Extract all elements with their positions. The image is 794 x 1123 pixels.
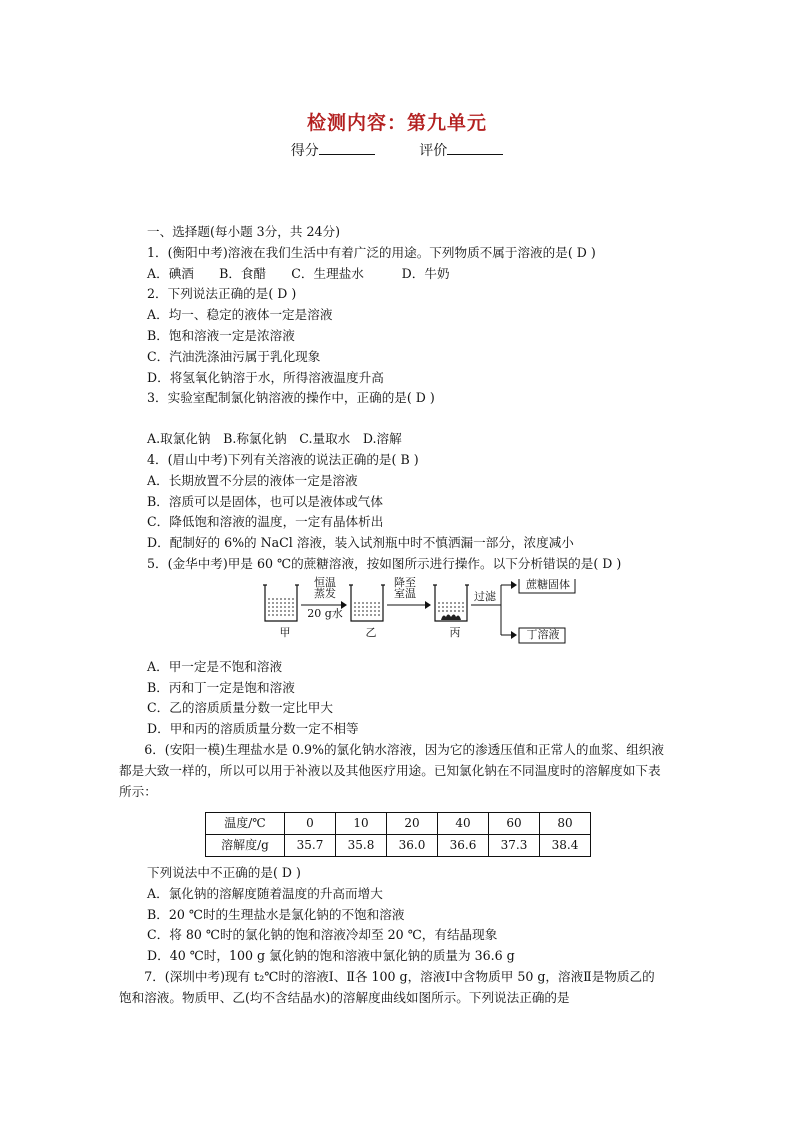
- score-label: 得分: [290, 143, 319, 159]
- q2-stem: 2．下列说法正确的是( D ): [147, 286, 297, 302]
- q6-option-b: B．20 ℃时的生理盐水是氯化钠的不饱和溶液: [147, 906, 405, 922]
- q5-option-b: B．丙和丁一定是饱和溶液: [147, 679, 295, 695]
- beaker-bing-icon: [433, 585, 469, 621]
- q4-option-d: D．配制好的 6%的 NaCl 溶液，装入试剂瓶中时不慎洒漏一部分，浓度减小: [147, 535, 574, 551]
- q4-option-c: C．降低饱和溶液的温度，一定有晶体析出: [147, 514, 384, 530]
- q1-stem: 1．(衡阳中考)溶液在我们生活中有着广泛的用途。下列物质不属于溶液的是( D ): [147, 244, 596, 260]
- process-diagram: [147, 575, 667, 655]
- question-content: [119, 222, 667, 1009]
- arrow-icon: [387, 601, 431, 609]
- eval-label: 评价: [419, 143, 448, 159]
- output-solid-label: 蔗糖固体: [526, 577, 570, 591]
- q6-option-d: D．40 ℃时，100 g 氯化钠的饱和溶液中氯化钠的质量为 36.6 g: [147, 948, 515, 964]
- table-cell: 35.7: [285, 835, 336, 857]
- output-liquid-label: 丁溶液: [526, 627, 560, 641]
- q7-stem: 7．(深圳中考)现有 t₂℃时的溶液Ⅰ、Ⅱ各 100 g，溶液Ⅰ中含物质甲 50 g，溶液Ⅱ是物质乙的饱和溶液。物质甲、乙(均不含结晶水)的溶解度曲线如图所示。下列说法正确的是: [119, 968, 655, 1005]
- q3-stem: 3．实验室配制氯化钠溶液的操作中，正确的是( D ): [147, 390, 435, 406]
- q5-option-a: A．甲一定是不饱和溶液: [147, 658, 283, 674]
- q6-ask: 下列说法中不正确的是( D ): [147, 864, 301, 880]
- q4-stem: 4．(眉山中考)下列有关溶液的说法正确的是( B ): [147, 451, 419, 467]
- table-cell: 0: [285, 813, 336, 835]
- q3-figure-gap: [147, 409, 667, 429]
- score-blank: [319, 140, 375, 155]
- step1-top-label: 恒温: [314, 575, 336, 589]
- q3-options: A.取氯化钠 B.称氯化钠 C.量取水 D.溶解: [147, 431, 402, 447]
- beaker-jia-label: 甲: [279, 625, 291, 639]
- q1-options: A．碘酒 B．食醋 C．生理盐水 D．牛奶: [147, 265, 450, 281]
- q2-option-c: C．汽油洗涤油污属于乳化现象: [147, 348, 321, 364]
- table-cell: 38.4: [540, 835, 591, 857]
- table-cell: 10: [336, 813, 387, 835]
- solubility-table-wrap: [205, 812, 667, 857]
- step1-mid-label: 蒸发: [314, 586, 336, 600]
- table-cell: 36.6: [438, 835, 489, 857]
- table-cell: 35.8: [336, 835, 387, 857]
- table-cell: 80: [540, 813, 591, 835]
- score-line: [0, 140, 794, 160]
- section-heading: 一、选择题(每小题 3分，共 24分): [147, 224, 340, 239]
- beaker-jia-icon: [263, 585, 299, 621]
- solubility-table: [205, 812, 591, 857]
- step1-bottom-label: 20 g水: [307, 606, 343, 620]
- table-cell: 36.0: [387, 835, 438, 857]
- step2-bottom-label: 室温: [394, 586, 416, 600]
- table-cell: 40: [438, 813, 489, 835]
- q4-option-b: B．溶质可以是固体，也可以是液体或气体: [147, 493, 383, 509]
- q5-option-c: C．乙的溶质质量分数一定比甲大: [147, 700, 333, 716]
- q6-stem: 6．(安阳一模)生理盐水是 0.9%的氯化钠水溶液，因为它的渗透压值和正常人的血浆、组织液都是大致一样的，所以可以用于补液以及其他医疗用途。已知氯化钠在不同温度时的溶解度如下表所示：: [119, 741, 664, 799]
- q2-option-a: A．均一、稳定的液体一定是溶液: [147, 307, 333, 323]
- q5-stem: 5．(金华中考)甲是 60 ℃的蔗糖溶液，按如图所示进行操作。以下分析错误的是( D ): [147, 555, 622, 571]
- table-row: [206, 813, 591, 835]
- table-cell: 20: [387, 813, 438, 835]
- table-row: [206, 835, 591, 857]
- beaker-bing-label: 丙: [449, 625, 461, 639]
- table-cell: 37.3: [489, 835, 540, 857]
- q2-option-b: B．饱和溶液一定是浓溶液: [147, 327, 295, 343]
- step3-label: 过滤: [474, 589, 496, 603]
- q5-option-d: D．甲和丙的溶质质量分数一定不相等: [147, 721, 359, 737]
- beaker-yi-icon: [349, 585, 385, 621]
- table-row-head: 温度/℃: [206, 813, 285, 835]
- q6-option-a: A．氯化钠的溶解度随着温度的升高而增大: [147, 885, 383, 901]
- table-cell: 60: [489, 813, 540, 835]
- table-row-head: 溶解度/g: [206, 835, 285, 857]
- q2-option-d: D．将氢氧化钠溶于水，所得溶液温度升高: [147, 369, 384, 385]
- eval-blank: [447, 140, 503, 155]
- beaker-yi-label: 乙: [365, 625, 377, 639]
- q4-option-a: A．长期放置不分层的液体一定是溶液: [147, 472, 358, 488]
- q6-option-c: C．将 80 ℃时的氯化钠的饱和溶液冷却至 20 ℃，有结晶现象: [147, 927, 498, 943]
- step2-top-label: 降至: [394, 575, 416, 589]
- page-title: 检测内容：第九单元: [306, 112, 487, 134]
